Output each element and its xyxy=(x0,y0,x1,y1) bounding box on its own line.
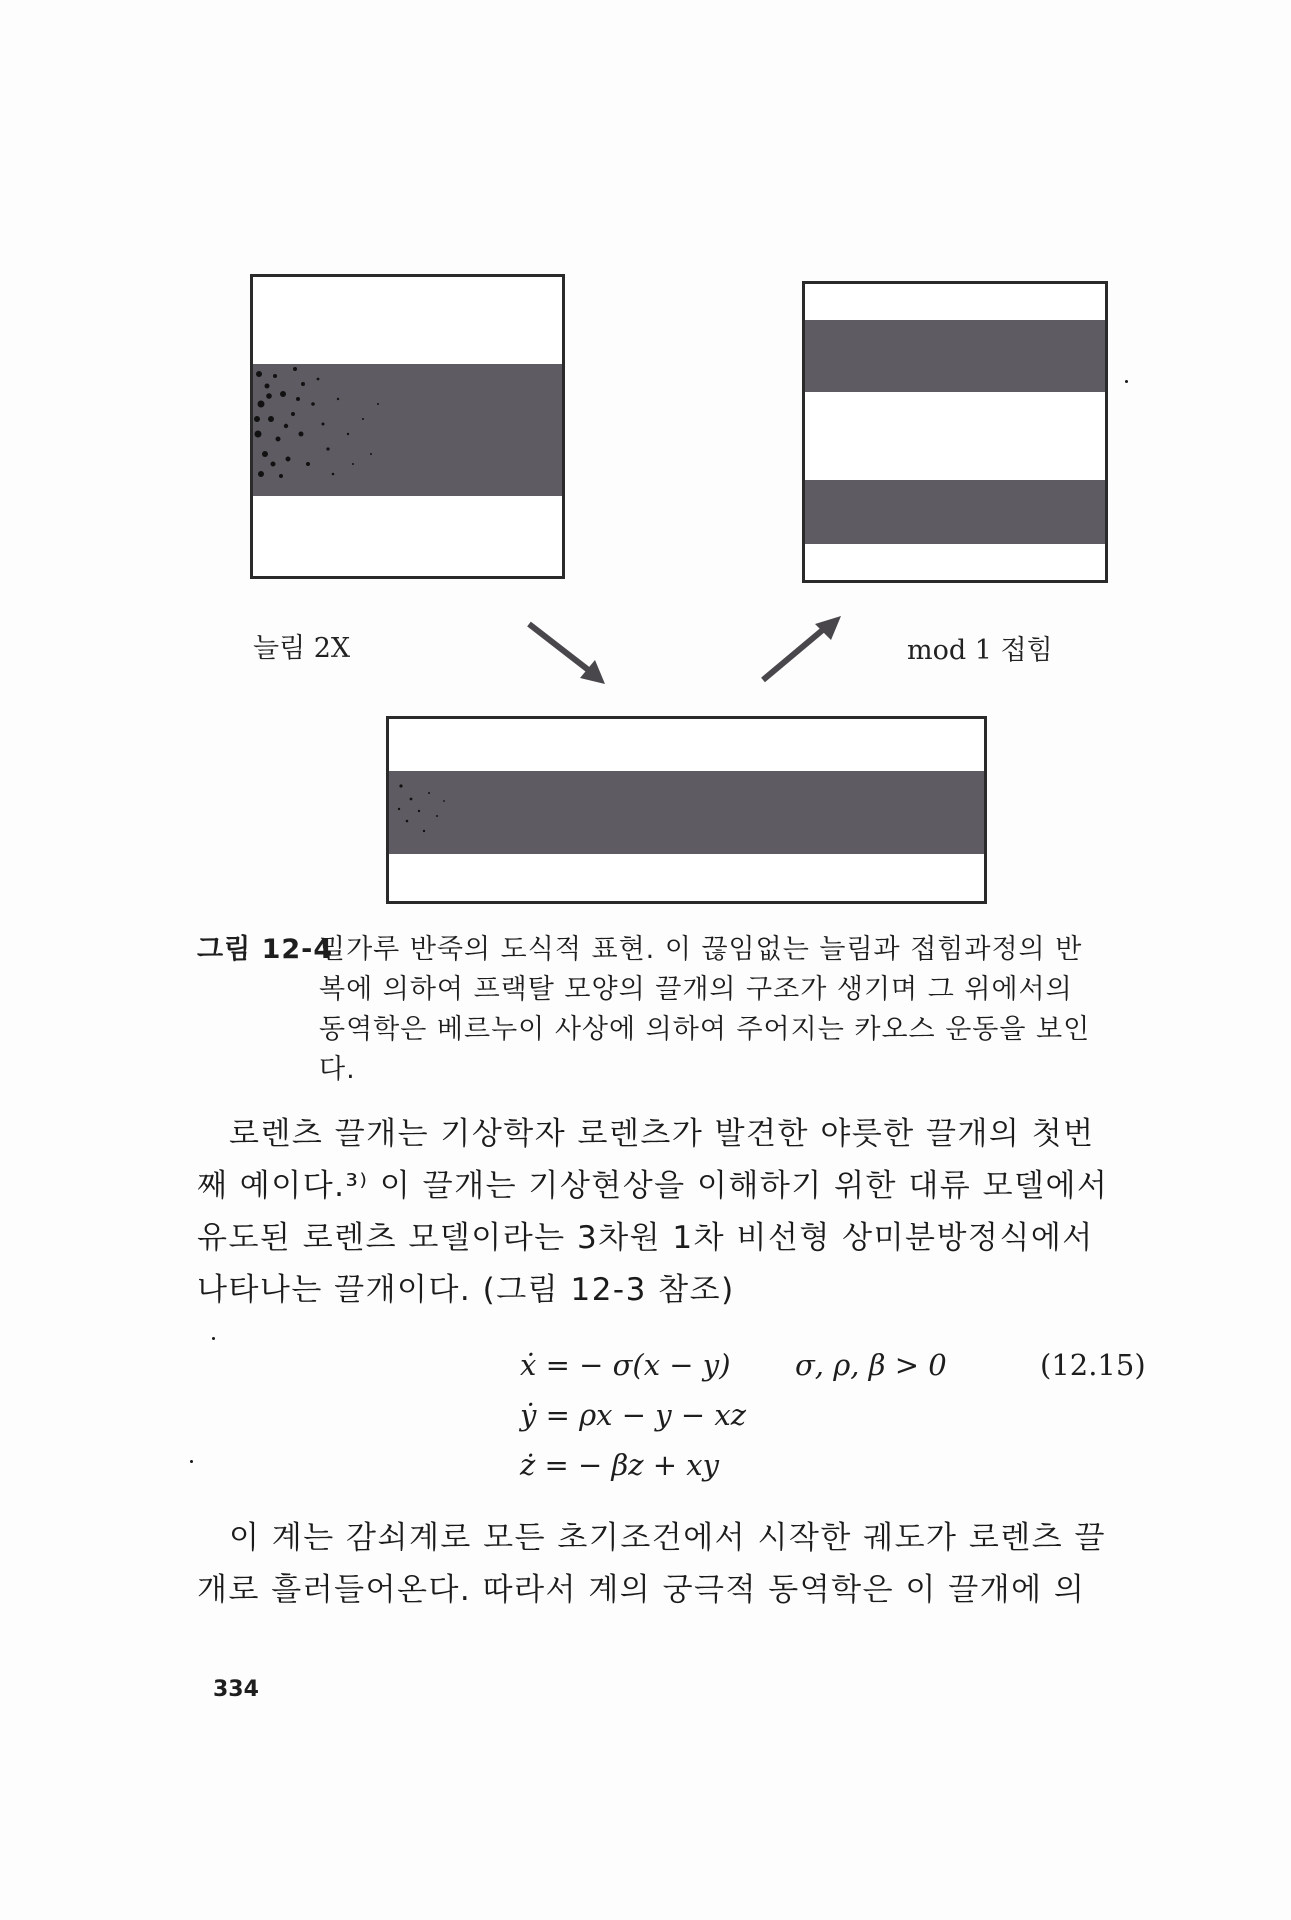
stretch-label: 늘림 2X xyxy=(253,633,351,664)
dark-band-upper xyxy=(805,320,1105,392)
paragraph-2-line-1: 이 계는 감쇠계로 모든 초기조건에서 시작한 궤도가 로렌츠 끌 xyxy=(229,1520,1106,1556)
paragraph-1-line-3: 유도된 로렌츠 모델이라는 3차원 1차 비선형 상미분방정식에서 xyxy=(197,1220,1094,1256)
caption-line-1 xyxy=(197,930,1147,970)
equation-number: (12.15) xyxy=(1040,1348,1146,1382)
speckle-texture xyxy=(389,771,459,854)
lorenz-equations xyxy=(520,1340,746,1490)
paragraph-2-line-2: 개로 흘러들어온다. 따라서 계의 궁극적 동역학은 이 끌개에 의 xyxy=(197,1572,1086,1608)
caption-line-3: 동역학은 베르누이 사상에 의하여 주어지는 카오스 운동을 보인 xyxy=(319,1014,1091,1045)
equation-y: ẏ = ρx − y − xz xyxy=(520,1398,747,1432)
equation-z: ż = − βz + xy xyxy=(520,1448,720,1482)
figure-caption xyxy=(197,930,1147,1090)
figure-box-original xyxy=(250,274,565,579)
speckle-texture xyxy=(253,364,393,496)
print-speck xyxy=(212,1337,215,1340)
print-speck xyxy=(1125,380,1128,383)
paragraph-1-line-2: 째 예이다.³⁾ 이 끌개는 기상현상을 이해하기 위한 대류 모델에서 xyxy=(197,1168,1109,1204)
arrow-down-right-icon xyxy=(525,620,615,690)
fold-label: mod 1 접힘 xyxy=(907,635,1053,666)
page-number: 334 xyxy=(213,1677,259,1702)
arrow-up-right-icon xyxy=(757,612,847,687)
dark-band-lower xyxy=(805,480,1105,544)
caption-line-4: 다. xyxy=(319,1054,356,1085)
caption-label: 그림 12-4 xyxy=(197,934,334,965)
figure-box-stretched xyxy=(386,716,987,904)
print-speck xyxy=(190,1460,193,1463)
equation-condition: σ, ρ, β > 0 xyxy=(795,1348,947,1382)
figure-box-folded xyxy=(802,281,1108,583)
equation-x: ẋ = − σ(x − y) xyxy=(520,1348,731,1382)
paragraph-1 xyxy=(197,1108,1147,1316)
caption-text-1: 밀가루 반죽의 도식적 표현. 이 끊임없는 늘림과 접힘과정의 반 xyxy=(319,934,1083,965)
dark-band-stretched xyxy=(389,771,984,854)
caption-line-2: 복에 의하여 프랙탈 모양의 끌개의 구조가 생기며 그 위에서의 xyxy=(319,974,1073,1005)
paragraph-1-line-4: 나타나는 끌개이다. (그림 12-3 참조) xyxy=(197,1272,735,1308)
paragraph-2 xyxy=(197,1512,1147,1616)
paragraph-1-line-1: 로렌츠 끌개는 기상학자 로렌츠가 발견한 야릇한 끌개의 첫번 xyxy=(229,1116,1095,1152)
